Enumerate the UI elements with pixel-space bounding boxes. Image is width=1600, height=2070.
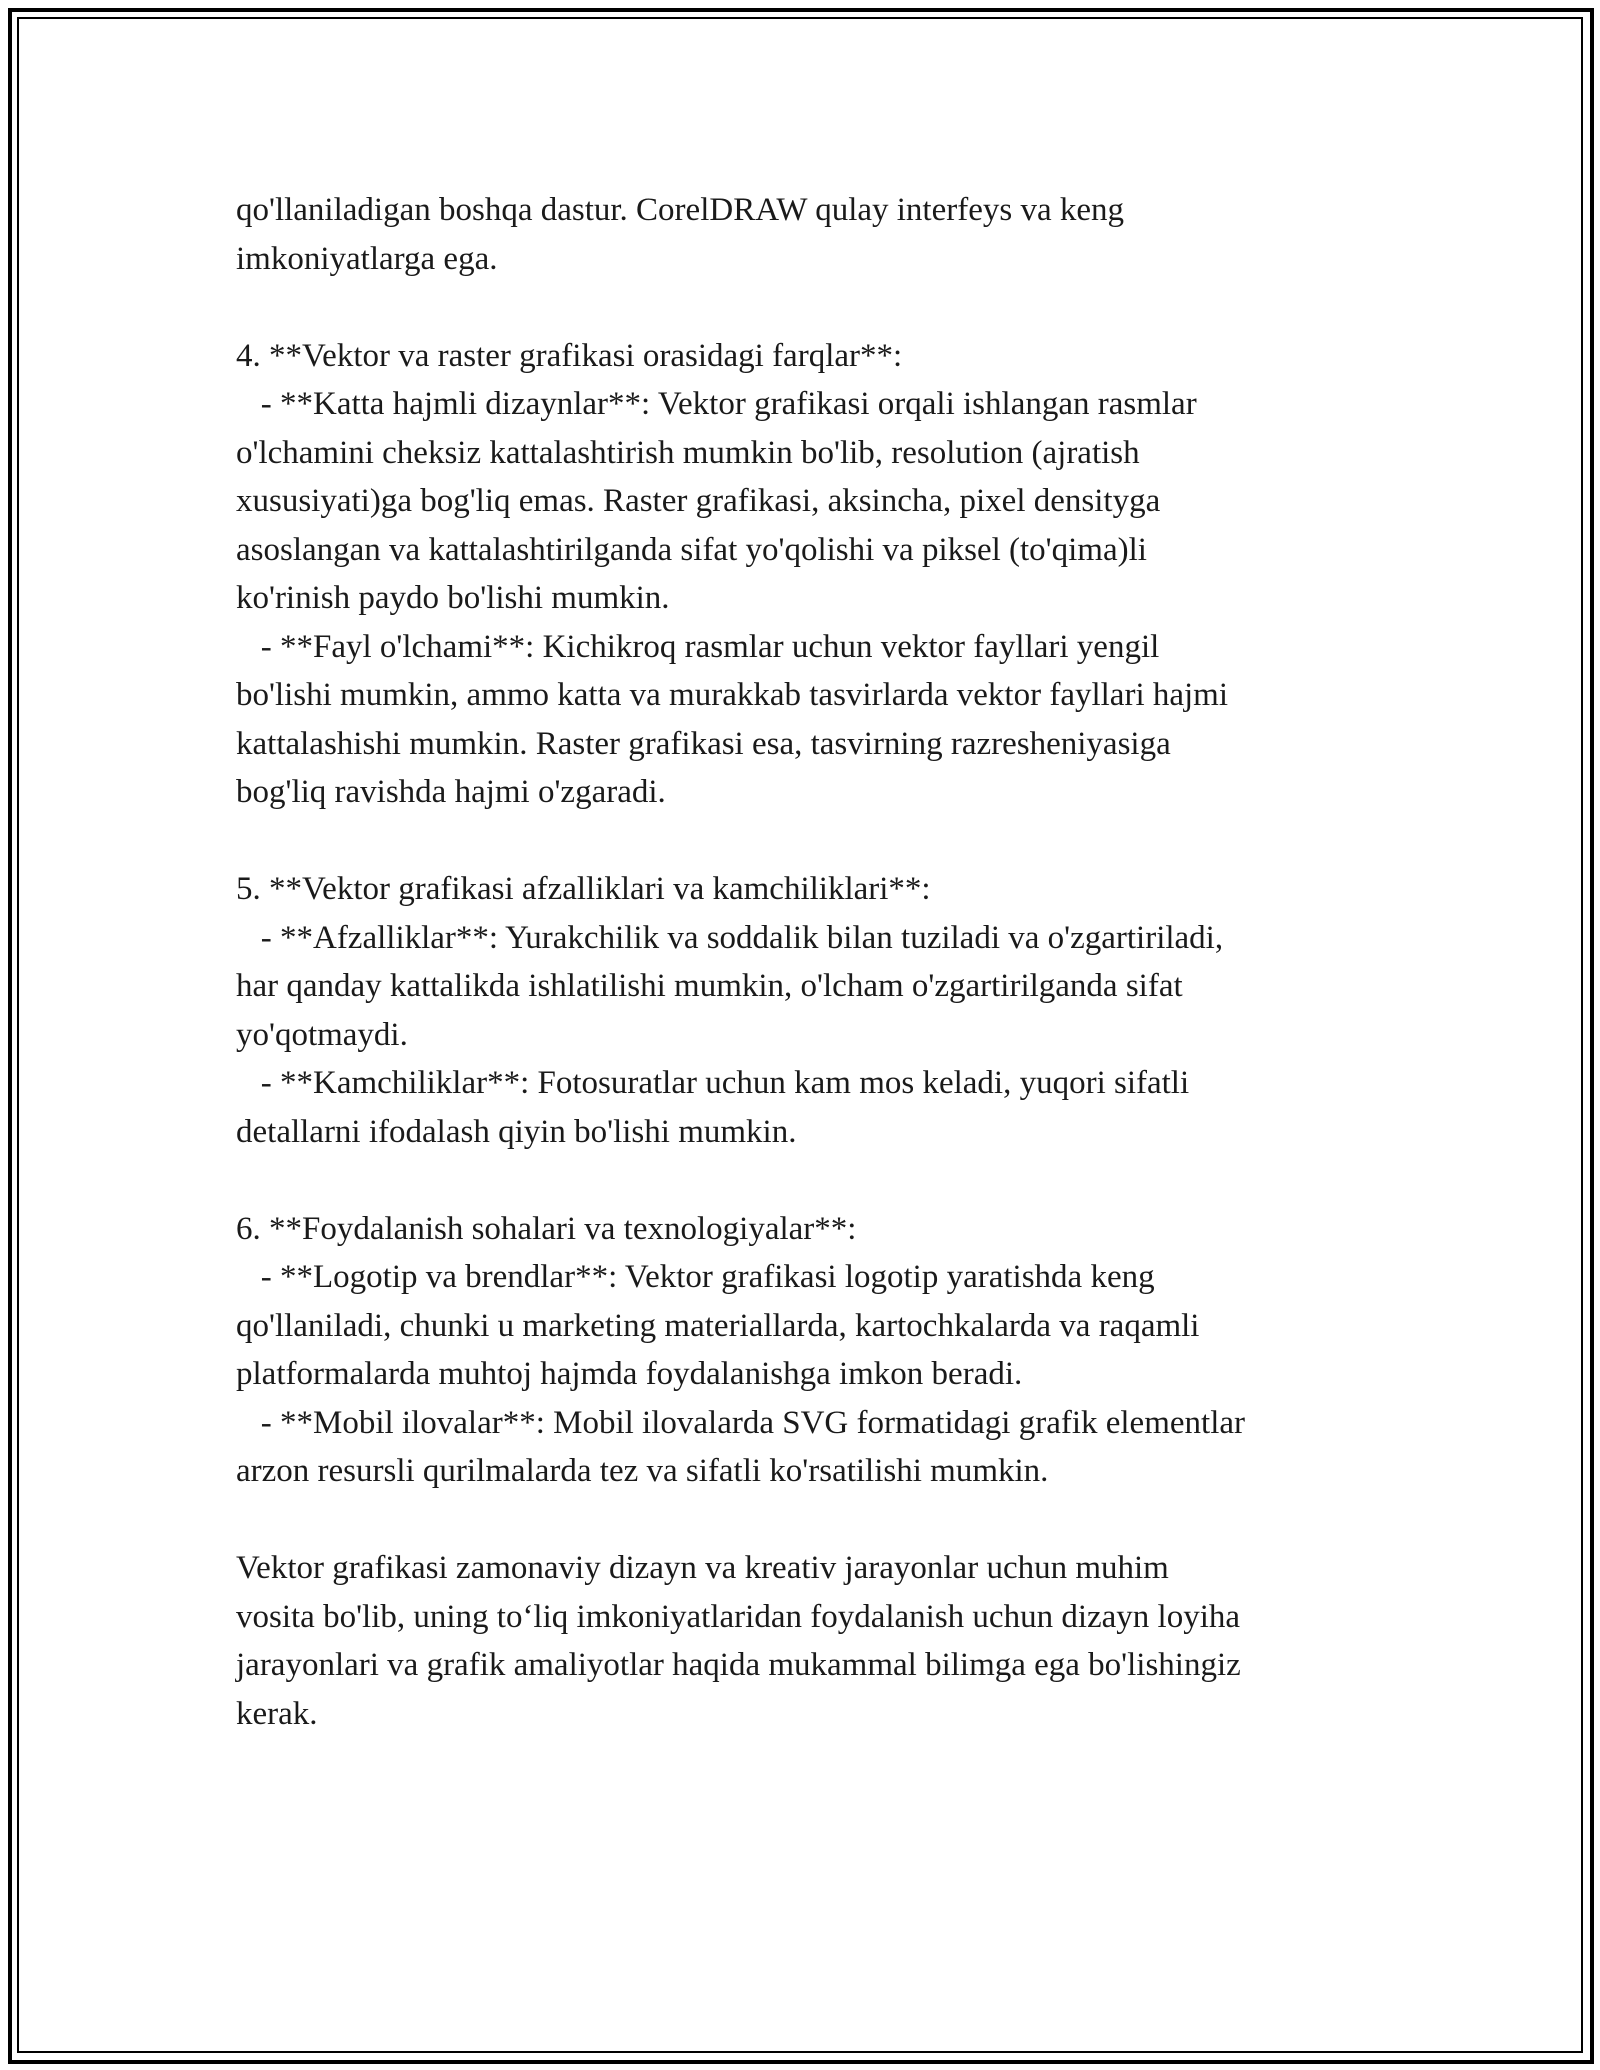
intro-paragraph	[236, 186, 1376, 283]
text-line: o'lchamini cheksiz kattalashtirish mumkin bo'lib, resolution (ajratish	[236, 434, 1140, 471]
text-line: kattalashishi mumkin. Raster grafikasi esa, tasvirning razresheniyasiga	[236, 725, 1171, 762]
text-line: - **Afzalliklar**: Yurakchilik va soddalik bilan tuziladi va o'zgartiriladi,	[236, 919, 1224, 956]
section-heading: 4. **Vektor va raster grafikasi orasidagi farqlar**:	[236, 337, 903, 374]
paragraph-gap	[236, 817, 1376, 866]
list-item	[236, 1399, 1376, 1496]
text-line: yo'qotmaydi.	[236, 1016, 408, 1053]
paragraph-gap	[236, 1496, 1376, 1545]
list-item	[236, 914, 1376, 1060]
text-line: detallarni ifodalash qiyin bo'lishi mumkin.	[236, 1113, 797, 1150]
text-line: - **Logotip va brendlar**: Vektor grafikasi logotip yaratishda keng	[236, 1259, 1155, 1295]
section-5	[236, 865, 1376, 1156]
list-item	[236, 623, 1376, 817]
text-line: jarayonlari va grafik amaliyotlar haqida mukammal bilimga ega bo'lishingiz	[236, 1647, 1241, 1683]
text-line: bog'liq ravishda hajmi o'zgaradi.	[236, 774, 666, 810]
text-line: Vektor grafikasi zamonaviy dizayn va kreativ jarayonlar uchun muhim	[236, 1550, 1169, 1586]
text-line: qo'llaniladi, chunki u marketing materiallarda, kartochkalarda va raqamli	[236, 1307, 1200, 1344]
text-line: - **Mobil ilovalar**: Mobil ilovalarda SVG formatidagi grafik elementlar	[236, 1404, 1245, 1441]
section-heading: 6. **Foydalanish sohalari va texnologiyalar**:	[236, 1210, 857, 1247]
list-item	[236, 1253, 1376, 1399]
text-line: qo'llaniladigan boshqa dastur. CorelDRAW qulay interfeys va keng	[236, 192, 1125, 228]
text-line: - **Kamchiliklar**: Fotosuratlar uchun kam mos keladi, yuqori sifatli	[236, 1065, 1190, 1101]
text-line: imkoniyatlarga ega.	[236, 240, 498, 277]
list-item	[236, 1059, 1376, 1156]
text-line: ko'rinish paydo bo'lishi mumkin.	[236, 580, 670, 616]
text-line: platformalarda muhtoj hajmda foydalanishga imkon beradi.	[236, 1356, 1023, 1392]
text-line: vosita bo'lib, uning to‘liq imkoniyatlaridan foydalanish uchun dizayn loyiha	[236, 1598, 1241, 1635]
section-6	[236, 1205, 1376, 1496]
text-line: kerak.	[236, 1695, 318, 1732]
text-line: arzon resursli qurilmalarda tez va sifatli ko'rsatilishi mumkin.	[236, 1453, 1049, 1489]
text-line: - **Fayl o'lchami**: Kichikroq rasmlar uchun vektor fayllari yengil	[236, 628, 1160, 665]
text-line: asoslangan va kattalashtirilganda sifat yo'qolishi va piksel (to'qima)li	[236, 531, 1147, 568]
conclusion-paragraph	[236, 1544, 1376, 1738]
section-4	[236, 332, 1376, 817]
text-line: har qanday kattalikda ishlatilishi mumkin, o'lcham o'zgartirilganda sifat	[236, 968, 1183, 1004]
document-body	[236, 186, 1376, 1738]
text-line: - **Katta hajmli dizaynlar**: Vektor grafikasi orqali ishlangan rasmlar	[236, 386, 1197, 422]
section-heading: 5. **Vektor grafikasi afzalliklari va kamchiliklari**:	[236, 871, 931, 907]
paragraph-gap	[236, 1156, 1376, 1205]
paragraph-gap	[236, 283, 1376, 332]
text-line: xususiyati)ga bog'liq emas. Raster grafikasi, aksincha, pixel densityga	[236, 483, 1161, 519]
list-item	[236, 380, 1376, 623]
text-line: bo'lishi mumkin, ammo katta va murakkab tasvirlarda vektor fayllari hajmi	[236, 677, 1229, 713]
